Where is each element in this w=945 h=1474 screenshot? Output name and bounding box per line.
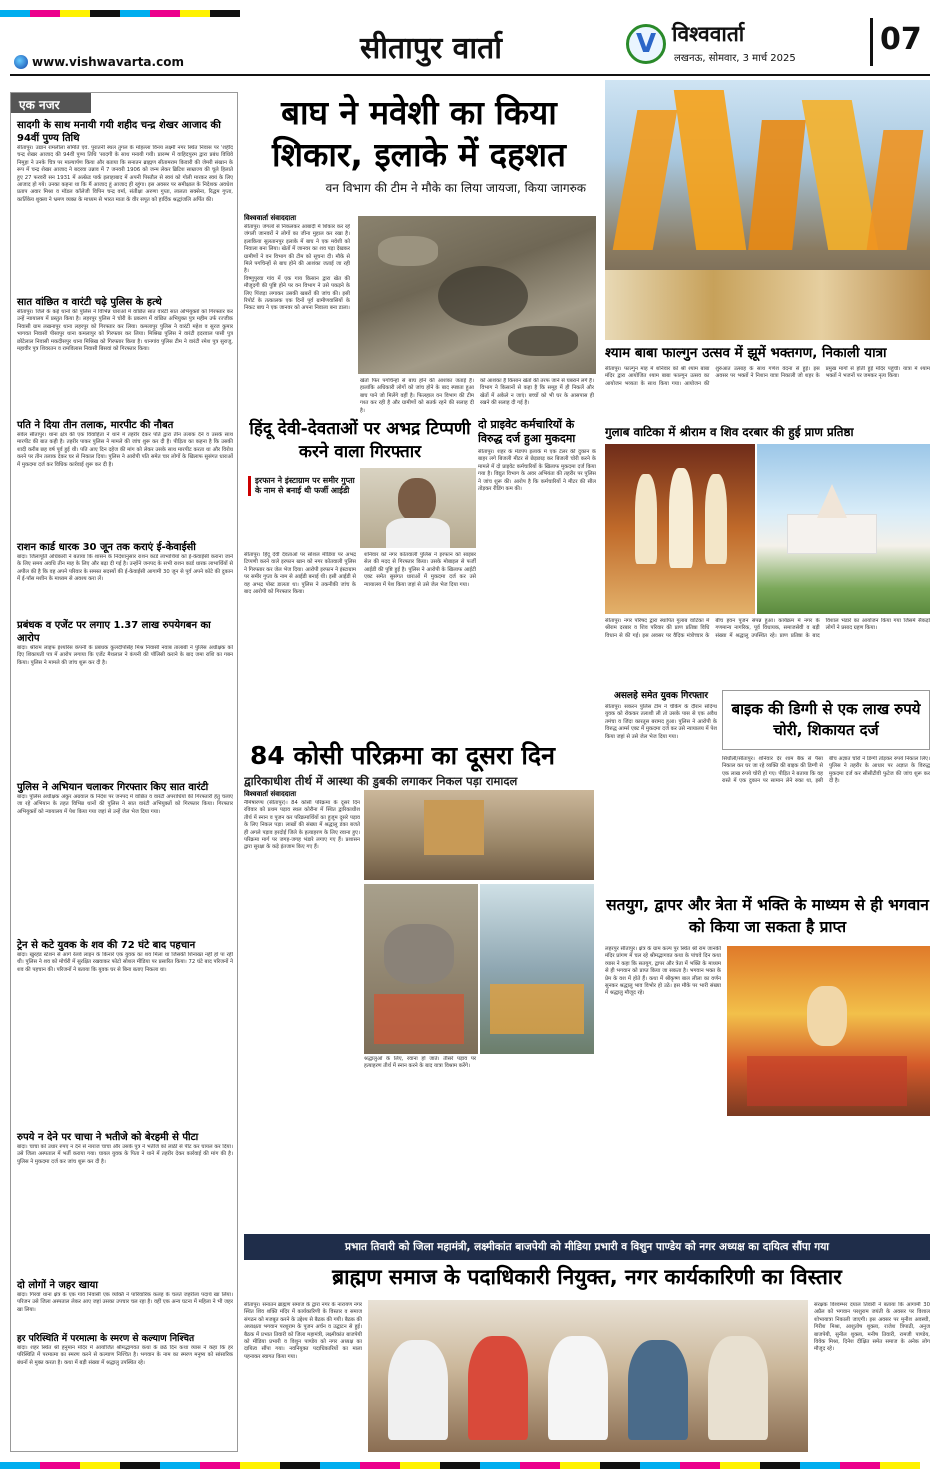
sidebar-item-headline: पुलिस ने अभियान चलाकर गिरफ्तार किए सात वारंटी bbox=[17, 782, 209, 793]
page-divider bbox=[870, 18, 873, 66]
private-headline: दो प्राइवेट कर्मचारियों के विरुद्ध दर्ज हुआ मुकदमा bbox=[478, 418, 576, 445]
sidebar-label: एक नजर bbox=[11, 93, 91, 113]
shyam-body: सीतापुर। फाल्गुन माह में शनिवार को श्री श्याम बाबा मंदिर द्वारा आयोजित श्याम बाबा फाल्गुन उत्सव का आयोजन भव्यता के साथ किया गया। आयोजन की शुरुआत उत्साह के साथ गणेश वंदना से हुई। इस अवसर पर भक्तों ने निशान यात्रा निकाली जो शहर के प्रमुख मार्गों से होती हुई मंदिर पहुंची। यात्रा में श्याम भक्तों ने भजनों पर जमकर नृत्य किया। bbox=[605, 366, 930, 387]
brahman-headline: ब्राह्मण समाज के पदाधिकारी नियुक्त, नगर कार्यकारिणी का विस्तार bbox=[332, 1265, 842, 1289]
sidebar-item bbox=[17, 541, 233, 614]
sidebar-item bbox=[17, 781, 233, 906]
paper-name: विश्ववार्ता bbox=[672, 22, 745, 46]
story-arrest-weapon bbox=[605, 690, 717, 890]
sidebar-item-headline: दो लोगों ने जहर खाया bbox=[17, 1280, 98, 1291]
story-gulab bbox=[605, 424, 930, 686]
lead-body-col2: खेतों फिर पगचिन्हों से बाघ होने की आशंका जताई है। हालांकि अधिकारी लोगों को जांच होने के बाद स्पष्टता हुआ बाघ पाने जो मिलेंगे वहीं है। फिलहाल वन विभाग की टीम गश्त कर रही है और ग्रामीणों को सतर्क रहने की सलाह दी है। bbox=[360, 378, 474, 414]
sidebar-item-body: बांदा। गिरवां थाना क्षेत्र के एक गांव निवासी एक व्यक्ति ने पारिवारिक कलह के चलते जहरीला पदार्थ खा लिया। परिजन उसे जिला अस्पताल लेकर आए जहां उसका उपचार चल रहा है। वहीं एक अन्य घटना में महिला ने भी जहर खा लिया। bbox=[17, 1292, 233, 1313]
sidebar-item-headline: रुपये न देने पर चाचा ने भतीजे को बेरहमी से पीटा bbox=[17, 1132, 199, 1143]
parikrama-photo-3 bbox=[480, 884, 594, 1054]
bike-body: सिधौली/सीतापुर। शनिवार देर शाम बैंक से पैसा निकाल कर घर जा रहे व्यक्ति की बाइक की डिग्गी से एक लाख रुपये चोरी हो गए। पीड़ित ने बताया कि वह रास्ते में एक दुकान पर सामान लेने रुका था, इसी बीच अज्ञात चोरों ने डिग्गी तोड़कर रुपये निकाल लिए। पुलिस ने तहरीर के आधार पर अज्ञात के विरुद्ध मुकदमा दर्ज कर सीसीटीवी फुटेज की जांच शुरू कर दी है। bbox=[722, 756, 930, 785]
story-hindu bbox=[244, 418, 476, 738]
logo-v-icon: V bbox=[635, 29, 657, 59]
private-body: सीतापुर। शहर के मेडपंप इलाके में एक टेलर की दुकान के बाहर लगे बिजली मीटर से छेड़छाड़ कर बिजली चोरी करने के मामले में दो प्राइवेट कर्मचारियों के खिलाफ मुकदमा दर्ज किया गया है। विद्युत विभाग के अवर अभियंता की तहरीर पर पुलिस ने जांच शुरू की। आरोप है कि कर्मचारियों ने मीटर की सील तोड़कर रीडिंग कम की। bbox=[478, 449, 596, 493]
shyam-headline: श्याम बाबा फाल्गुन उत्सव में झूमें भक्तगण, निकाली यात्रा bbox=[605, 345, 887, 361]
temple-photo bbox=[757, 444, 930, 614]
sidebar-item bbox=[17, 1279, 233, 1328]
sidebar-item-body: बांदा। शहर स्थित श्री हनुमान मंदिर में आयोजित श्रीमद्भागवत कथा के छठे दिन कथा व्यास ने कहा कि हर परिस्थिति में परमात्मा का स्मरण करने से कल्याण निश्चित है। भगवान के नाम का स्मरण मनुष्य को सांसारिक बंधनों से मुक्त करता है। कथा में बड़ी संख्या में श्रद्धालु उपस्थित रहे। bbox=[17, 1345, 233, 1366]
bike-headline: बाइक की डिग्गी से एक लाख रुपये चोरी, शिकायत दर्ज bbox=[722, 690, 930, 750]
masthead bbox=[0, 0, 945, 80]
weapon-headline: असलहे समेत युवक गिरफ्तार bbox=[613, 691, 709, 701]
parikrama-headline: 84 कोसी परिक्रमा का दूसरा दिन bbox=[250, 741, 556, 770]
lead-subheadline: वन विभाग की टीम ने मौके का लिया जायजा, किया जागरुक bbox=[325, 181, 586, 195]
sidebar-item-headline: पति ने दिया तीन तलाक, मारपीट की नौबत bbox=[17, 420, 174, 431]
sidebar-item bbox=[17, 296, 233, 413]
dateline: लखनऊ, सोमवार, 3 मार्च 2025 bbox=[674, 53, 796, 64]
footer-color-bar bbox=[0, 1462, 945, 1469]
hindu-headline: हिंदू देवी-देवताओं पर अभद्र टिप्पणी करने वाला गिरफ्तार bbox=[249, 419, 471, 462]
lead-body-col3: को आशंका है किसान खेतों की तरफ जाने से घबराने लगे हैं। विभाग ने किसानों से कहा है कि समूह में ही निकलें और खेतों में अकेले न जाएं। बच्चों को भी घर के आसपास ही रखने की सलाह दी गई है। bbox=[480, 378, 594, 407]
parikrama-byline: विश्ववार्ता संवाददाता bbox=[244, 790, 297, 798]
story-shyam bbox=[605, 340, 930, 422]
lead-headline: बाघ ने मवेशी का किया शिकार, इलाके में दहशत bbox=[272, 93, 566, 174]
hindu-body2: शनिवार को नगर कोतवाली पुलिस ने इरफान को साइबर सेल की मदद से गिरफ्तार किया। उसके मोबाइल से फर्जी आईडी की पुष्टि हुई है। पुलिस ने आरोपी के खिलाफ आईटी एक्ट समेत सुसंगत धाराओं में मुकदमा दर्ज कर उसे न्यायालय में पेश किया जहां से उसे जेल भेज दिया गया। bbox=[364, 552, 476, 588]
shyam-yatra-photo bbox=[605, 80, 930, 340]
sidebar-item bbox=[17, 119, 233, 287]
tiger-kill-photo bbox=[358, 216, 596, 374]
story-brahman bbox=[244, 1262, 930, 1452]
parikrama-photo-2 bbox=[364, 884, 478, 1054]
sidebar-item-headline: राशन कार्ड धारक 30 जून तक कराएं ई-केवाईसी bbox=[17, 542, 196, 553]
lead-body-col1: सीतापुर। जंगलों से निकलकर आबादी में शिकार कर रहे जंगली जानवरों ने लोगों का जीना मुहाल कर रखा है। इलाकिया सुलतानपुर इलाके में बाघ ने एक मवेशी को निवाला बना लिया। खेतों में जानवर का शव पड़ा देखकर ग्रामीणों ने वन विभाग की टीम को सूचना दी। मौके से मिले पगचिन्हों से बाघ होने की आशंका जताई जा रही है। विष्णुपुरवा गांव में एक गाय किसान द्वारा खेत की मौजूदगी की पुष्टि होने पर वन विभाग ने उसे पकड़ने के लिए पिंजड़ा लगाकर उसकी खबरों की जांच की। इसी रिपोर्ट के तत्कालक एक दिनों पूर्व ग्रामीणवासियों के निकट बाघ ने एक जानवर को अपना निवाला बना डाला। bbox=[244, 224, 350, 312]
sidebar-item-headline: सादगी के साथ मनायी गयी शहीद चन्द्र शेखर आजाद की 94वीं पुण्य तिथि bbox=[17, 120, 221, 144]
weapon-body: सीतापुर। सकरन पुलिस टीम ने चेकिंग के दौरान संदिग्ध युवक को रोककर तलाशी ली तो उसके पास से एक अवैध तमंचा व जिंदा कारतूस बरामद हुआ। पुलिस ने आरोपी के विरुद्ध आर्म्स एक्ट में मुकदमा दर्ज कर उसे न्यायालय में पेश किया जहां से उसे जेल भेज दिया गया। bbox=[605, 704, 717, 740]
masthead-rule bbox=[10, 74, 930, 76]
sidebar-item-headline: प्रबंधक व एजेंट पर लगाए 1.37 लाख रुपयेगबन का आरोप bbox=[17, 620, 211, 644]
story-satyug bbox=[605, 894, 930, 1234]
parikrama-subheadline: द्वारिकाधीश तीर्थ में आस्था की डुबकी लगाकर निकल पड़ा रामादल bbox=[244, 774, 518, 788]
banner-strip bbox=[244, 1234, 930, 1260]
sidebar-item-headline: ट्रेन से कटे युवक के शव की 72 घंटे बाद पहचान bbox=[17, 940, 196, 951]
lead-body-col1-cont bbox=[244, 354, 350, 378]
sidebar-item-headline: सात वांछित व वारंटी चढ़े पुलिस के हत्थे bbox=[17, 297, 162, 308]
story-private bbox=[478, 418, 596, 738]
color-registration-bar bbox=[0, 10, 340, 17]
brahman-body: सीतापुर। सनातन ब्राह्मण समाज के द्वारा नगर के नारायण नगर स्थित शिव शक्ति मंदिर में कार्यकारिणी के विस्तार व समाज संगठन को मजबूत करने के उद्देश्य से बैठक की गयी। बैठक की अध्यक्षता भगवान परशुराम के पूजन अर्चन व उद्घाटन से हुई। बैठक में प्रभात तिवारी को जिला महामंत्री, लक्ष्मीकांत बाजपेयी को मीडिया प्रभारी व विशुन पाण्डेय को नगर अध्यक्ष का दायित्व सौंपा गया। नवनियुक्त पदाधिकारियों का माला पहनाकर स्वागत किया गया। bbox=[244, 1302, 362, 1360]
gulab-headline: गुलाब वाटिका में श्रीराम व शिव दरबार की हुई प्राण प्रतिष्ठा bbox=[605, 425, 854, 439]
satyug-headline: सतयुग, द्वापर और त्रेता में भक्ति के माध्यम से ही भगवान को किया जा सकता है प्राप्त bbox=[606, 896, 929, 936]
website-url[interactable]: www.vishwavarta.com bbox=[32, 55, 184, 69]
brahman-meeting-photo bbox=[368, 1300, 808, 1452]
sidebar-item bbox=[17, 619, 233, 741]
sidebar-item-body: बांदा। खुरहंड स्टेशन से आगे रेलवे लाइन के किनारे एक युवक का शव मिला था जिसकी शिनाख्त नहीं हो पा रही थी। पुलिस ने शव को मोर्चरी में सुरक्षित रखवाकर फोटो सोशल मीडिया पर प्रसारित किया। 72 घंटे बाद परिजनों ने शव की पहचान की। परिजनों ने बताया कि युवक घर से बिना बताए निकला था। bbox=[17, 952, 233, 973]
section-title: सीतापुर वार्ता bbox=[360, 31, 502, 66]
sidebar-item bbox=[17, 419, 233, 536]
lead-byline: विश्ववार्ता संवाददाता bbox=[244, 214, 297, 222]
page-number: 07 bbox=[880, 22, 922, 57]
satyug-body: लहरपुर सीतापुर। क्षेत्र के ग्राम कल्प पुर स्थित श्री राम जानकी मंदिर प्रांगण में चल रहे श्रीमद्भागवत कथा के पांचवे दिन कथा व्यास ने कहा कि सतयुग, द्वापर और त्रेता में भक्ति के माध्यम से ही भगवान को प्राप्त किया जा सकता है। भगवान भक्त के प्रेम के वश में होते हैं। कथा में श्रीकृष्ण बाल लीला का वर्णन सुनकर श्रद्धालु भाव विभोर हो उठे। इस मौके पर भारी संख्या में श्रद्धालु मौजूद रहे। bbox=[605, 946, 721, 997]
sidebar-item bbox=[17, 1131, 233, 1274]
brahman-body2: संरक्षक विश्वम्भर दयाल तिवारी ने बताया कि आगामी 30 अप्रैल को भगवान परशुराम जयंती के अवसर पर विशाल शोभायात्रा निकाली जाएगी। इस अवसर पर मुनीश अवस्थी, गिरीश मिश्रा, आशुतोष शुक्ला, राजेश त्रिपाठी, अनुज बाजपेयी, सुनील शुक्ला, मनीष तिवारी, रामजी पाण्डेय, विवेक मिश्रा, दिनेश दीक्षित समेत समाज के अनेक लोग मौजूद रहे। bbox=[814, 1302, 930, 1353]
hindu-body: सीतापुर। हिंदू देवी देवताओं पर सोशल मीडिया पर अभद्र टिप्पणी करने वाले इरफान खान को नगर कोतवाली पुलिस ने गिरफ्तार कर जेल भेज दिया। आरोपी इरफान ने इंस्टाग्राम पर समीर गुप्ता के नाम से आईडी बनाई थी। इसी आईडी से वह अभद्र पोस्ट डालता था। पुलिस ने तकनीकी जांच के बाद आरोपी को गिरफ्तार किया। bbox=[244, 552, 356, 596]
sidebar-item-headline: हर परिस्थिति में परमात्मा के स्मरण से कल्याण निश्चित bbox=[17, 1334, 195, 1344]
banner-text: प्रभात तिवारी को जिला महामंत्री, लक्ष्मीकांत बाजपेयी को मीडिया प्रभारी व विशुन पाण्डेय को नगर अध्यक्ष का दायित्व सौंपा गया bbox=[344, 1241, 829, 1253]
sidebar-column bbox=[10, 92, 238, 1452]
sidebar-item-body: सीतापुर। उद्यान रामलीला समिति एवं. पुरातनी स्थल तुगल के मोहल्ला विनय लक्ष्मी नगर स्थित निवास पर 'शहीद चन्द्र शेखर आजाद की 94वीं पुण्य तिथि 'सादगी के साथ मनायी गयी। प्रारम्भ में वाहिदपुरम द्वारा प्रबंध विधिवे निमुहा ने उनके चित्र पर माल्यार्पण किया और बताया कि सनातन ब्राह्मण सीतामराम किवारी की जेमरी संखान के रूप में चन्द्र शेखर आजाद ने बदरवा उन्नाव में 7 जनवरी 1906 को जन्म लेकर ब्रिटिश साम्राज्य की चूले हिलाते हुए 27 फरवरी सन 1931 में अल्फ्रेड पार्क इलाहाबाद में अपनी पिस्तौल से स्वयं को गोली मारकर स्वयं के लिए आजाद हो गये। उनका कहना था कि मैं आजाद हूं आजाद ही रहूंगा। इस अवसर पर समीक्षाल के निदेशक अवधेश प्रताप अवार मिश्रा व मॉडल कॉलेजी विपिन चन्द्र वर्मा, संतीक्षा अरुणा गुप्ता, लालता सक्सेना, रिद्धम गुप्ता, कार्तिकेय शुक्ला ने भ्रमण व्यक्त के माध्यम से भारत माता के वीर सपूत को हार्दिक श्रद्धांजलि अर्पित की। bbox=[17, 145, 233, 203]
sidebar-item-body: सीतापुर। जिले के कई थानों की पुलिस ने विभिन्न धाराओं में वांछित सात वारंटी सात अभियुक्तों को गिरफ्तार कर उन्हें न्यायालय में प्रस्तुत किया है। लहरपुर पुलिस ने चोरी के प्रकरण में वांछित अभियुक्त पुत्र महीम उर्फ रज्जीक निवासी ग्राम लखनापुर थाना लहरपुर को गिरफ्तार कर लिया। कमलापुर पुलिस ने वारंटी महेश व सुरज कुमार भागवत निवासी पीसापुर थाना कमलापुर को गिरफ्तार कर लिया। मिश्रिख पुलिस ने वारंटी इदरवाल पासी पुत्र छोटेलाल निवासी मकदीसपुर थाना मिश्रिख को गिरफ्तार किया है। थानगांव पुलिस टीम ने वारंटी रमेश पुत्र सुराजु, महावीर पुत्र शिवरतन व रामविलास निवासी बिसवां को गिरफ्तार किया। bbox=[17, 309, 233, 353]
sidebar-item bbox=[17, 939, 233, 1128]
story-bike bbox=[722, 690, 930, 890]
sidebar-item-body: बांदा। श्रीराम लाइफ इंश्योरेंस कंपनी के प्रबंधक कुलदीपसिंह मिश्र निवासी नवाब तालाबी ने पुलिस अधीक्षक को दिए शिकायती पत्र में आरोप लगाया कि एजेंट मैथलाल ने कंपनी की पॉलिसी कराने के बाद जमा राशि का गबन किया। पुलिस ने मामले की जांच शुरू कर दी है। bbox=[17, 645, 233, 666]
sidebar-item-body: बांदा। चाचा को उधार रुपए न देने से नाराज चाचा और उसके पुत्र ने भतीजे को लाठी से पीट कर घायल कर दिया। उसे जिला अस्पताल में भर्ती कराया गया। घायल युवक के पिता ने थाने में तहरीर देकर कार्रवाई की मांग की है। पुलिस ने मुकदमा दर्ज कर जांच शुरू कर दी है। bbox=[17, 1144, 233, 1165]
sidebar-item bbox=[17, 1333, 233, 1425]
parikrama-caption: श्रद्धालुओं के लिए, रवाना हो जाते। तीसरे पड़ाव पर हत्याहरण तीर्थ में स्नान करने के बाद यात्रा विश्राम करेंगे। bbox=[364, 1056, 476, 1070]
accused-photo bbox=[360, 468, 476, 548]
sidebar-item-body: बांदा। जिलापूर्ति अधिकारी ने बताया कि शासन के निर्देशानुसार राशन कार्ड लाभार्थियों को ई-केवाईसी कराना जाने के लिए समय अवधि तीन माह के लिए और बढ़ा दी गई है। उन्होंने जनपद के सभी राशन कार्ड धारक लाभार्थियों से अपील की है कि वह अपने परिवार के समस्त सदस्यों की ई-केवाईसी आगामी 30 जून से पूर्व अपने कोटे की दुकान में ई-पॉस मशीन के माध्यम से अवश्य करा लें। bbox=[17, 554, 233, 583]
paper-logo bbox=[626, 24, 666, 64]
ram-darbar-photo bbox=[605, 444, 755, 614]
gulab-body: सीतापुर। नगर परिषद द्वारा स्थापित गुलाब वाटिका में श्रीराम दरबार व शिव परिवार की प्राण प्रतिष्ठा विधि विधान से की गई। इस अवसर पर वैदिक मंत्रोच्चार के बीच हवन पूजन संपन्न हुआ। कार्यक्रम में नगर के गणमान्य नागरिक, पूर्व विधायक, समाजसेवी व बड़ी संख्या में श्रद्धालु उपस्थित रहे। प्राण प्रतिष्ठा के बाद विशाल भंडारे का आयोजन किया गया जिसमें सैकड़ों लोगों ने प्रसाद ग्रहण किया। bbox=[605, 618, 930, 639]
sidebar-item-body: बांदा। पुलिस अधीक्षक अंकुर अग्रवाल के निर्देश पर जनपद में वांछित व वारंटी अपराधियों की गिरफ्तारी हेतु चलाए जा रहे अभियान के तहत विभिन्न थानों की पुलिस ने सात वारंटी अभियुक्तों को गिरफ्तार किया। गिरफ्तार अभियुक्तों को न्यायालय में पेश किया गया जहां से उन्हें जेल भेज दिया गया। bbox=[17, 794, 233, 815]
parikrama-photo-1 bbox=[364, 790, 594, 880]
globe-icon bbox=[14, 55, 28, 69]
hindu-quote: इरफान ने इंस्टाग्राम पर समीर गुप्ता के नाम से बनाई थी फर्जी आईडी bbox=[248, 476, 356, 496]
parikrama-body: नैमिषारण्य (सीतापुर)। 84 कोसी परिक्रमा के दूसरे दिन रविवार को प्रथम पड़ाव स्थल कोरौना में स्थित द्वारिकाधीश तीर्थ में स्नान व पूजन कर परिक्रमार्थियों का हुजूम दूसरे पड़ाव के लिए निकल पड़ा। लाखों की संख्या में श्रद्धालु डंका बजते ही अगले पड़ाव हरदोई जिले के हत्याहरण के लिए रवाना हुए। परिक्रमा मार्ग पर जगह-जगह भंडारे लगाए गए हैं। प्रशासन द्वारा सुरक्षा के कड़े इंतजाम किए गए हैं। bbox=[244, 800, 360, 851]
katha-photo bbox=[727, 946, 930, 1116]
sidebar-item-body: संवेल सीतापुर। थाना क्षेत्र की एक विवाहिता ने थाने में तहरीर देकर पति द्वारा तीन तलाक देने व उसके साथ मारपीट की बात कही है। तहरीर पाकर पुलिस ने मामले की जांच शुरू कर दी है। पीड़िता का कहना है कि उसकी शादी करीब छह वर्ष पूर्व हुई थी। पति आए दिन दहेज की मांग को लेकर उसके साथ मारपीट करता था और विरोध करने पर तीन तलाक देकर घर से निकाल दिया। पुलिस ने आरोपी पति समेत चार लोगों के खिलाफ सुसंगत धाराओं में मुकदमा दर्ज कर विधिक कार्रवाई शुरू कर दी है। bbox=[17, 432, 233, 468]
